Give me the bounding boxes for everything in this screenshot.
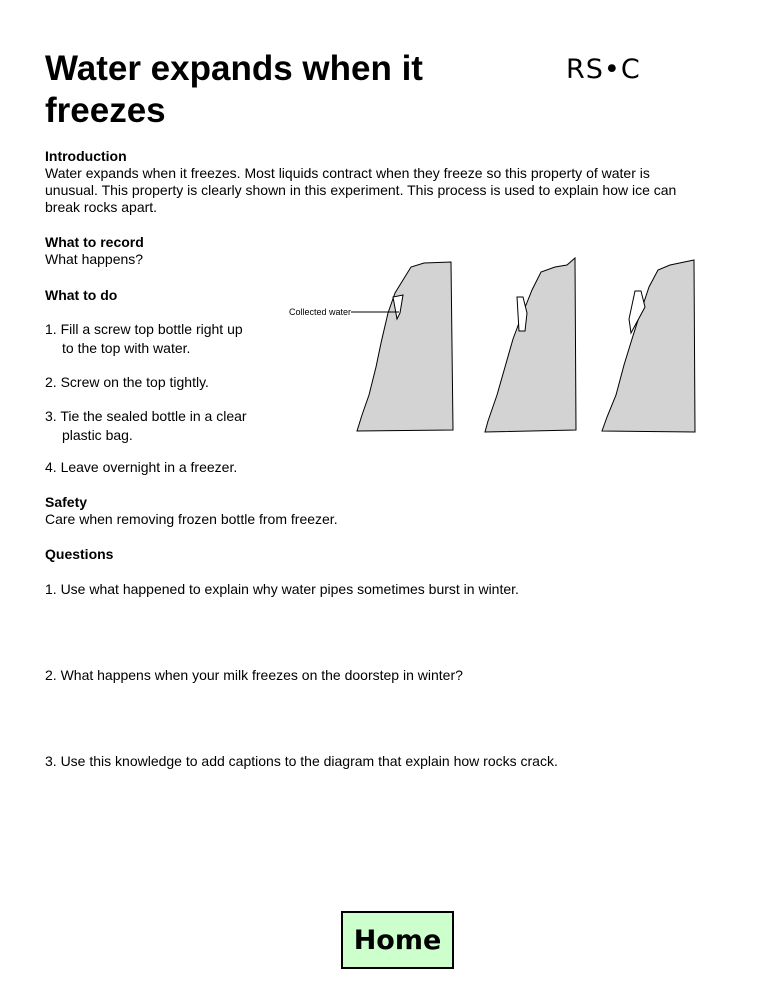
step-item bbox=[45, 407, 247, 445]
safety-heading: Safety bbox=[45, 494, 88, 510]
page-title: Water expands when it freezes bbox=[45, 49, 423, 130]
questions-heading: Questions bbox=[45, 546, 114, 562]
rsc-logo: RS•C bbox=[566, 54, 641, 85]
safety-text: Care when removing frozen bottle from freezer. bbox=[45, 511, 338, 527]
rock-shape bbox=[485, 258, 576, 432]
step-text: 2. Screw on the top tightly. bbox=[45, 374, 209, 390]
todo-heading: What to do bbox=[45, 287, 118, 303]
question-item: 3. Use this knowledge to add captions to the diagram that explain how rocks crack. bbox=[45, 753, 558, 769]
step-text: 3. Tie the sealed bottle in a clear bbox=[45, 408, 247, 424]
introduction-heading: Introduction bbox=[45, 148, 127, 164]
todo-section bbox=[45, 287, 117, 304]
introduction-section bbox=[45, 148, 705, 216]
question-item: 1. Use what happened to explain why water pipes sometimes burst in winter. bbox=[45, 581, 519, 597]
safety-section bbox=[45, 494, 338, 528]
step-text-continued: plastic bag. bbox=[62, 427, 133, 443]
rock-stage-1 bbox=[357, 262, 453, 431]
record-section bbox=[45, 234, 144, 268]
step-item bbox=[45, 320, 243, 358]
step-item bbox=[45, 458, 237, 477]
crack-shape bbox=[517, 297, 527, 331]
question-item: 2. What happens when your milk freezes on the doorstep in winter? bbox=[45, 667, 463, 683]
collected-water-label: Collected water bbox=[289, 307, 352, 317]
step-item bbox=[45, 373, 209, 392]
introduction-text: Water expands when it freezes. Most liquids contract when they freeze so this property of water is unusual. This property is clearly shown in this experiment. This process is used to explain how ice can break rocks apart. bbox=[45, 165, 677, 215]
questions-section bbox=[45, 546, 113, 563]
rock-crack-diagram bbox=[285, 255, 705, 440]
rock-shape bbox=[357, 262, 453, 431]
step-text-continued: to the top with water. bbox=[62, 340, 191, 356]
record-text: What happens? bbox=[45, 251, 144, 267]
step-text: 4. Leave overnight in a freezer. bbox=[45, 459, 238, 475]
home-button[interactable]: Home bbox=[341, 911, 454, 969]
record-heading: What to record bbox=[45, 234, 144, 250]
rock-stage-3 bbox=[602, 260, 695, 432]
rock-stage-2 bbox=[485, 258, 576, 432]
rock-shape bbox=[602, 260, 695, 432]
step-text: 1. Fill a screw top bottle right up bbox=[45, 321, 243, 337]
